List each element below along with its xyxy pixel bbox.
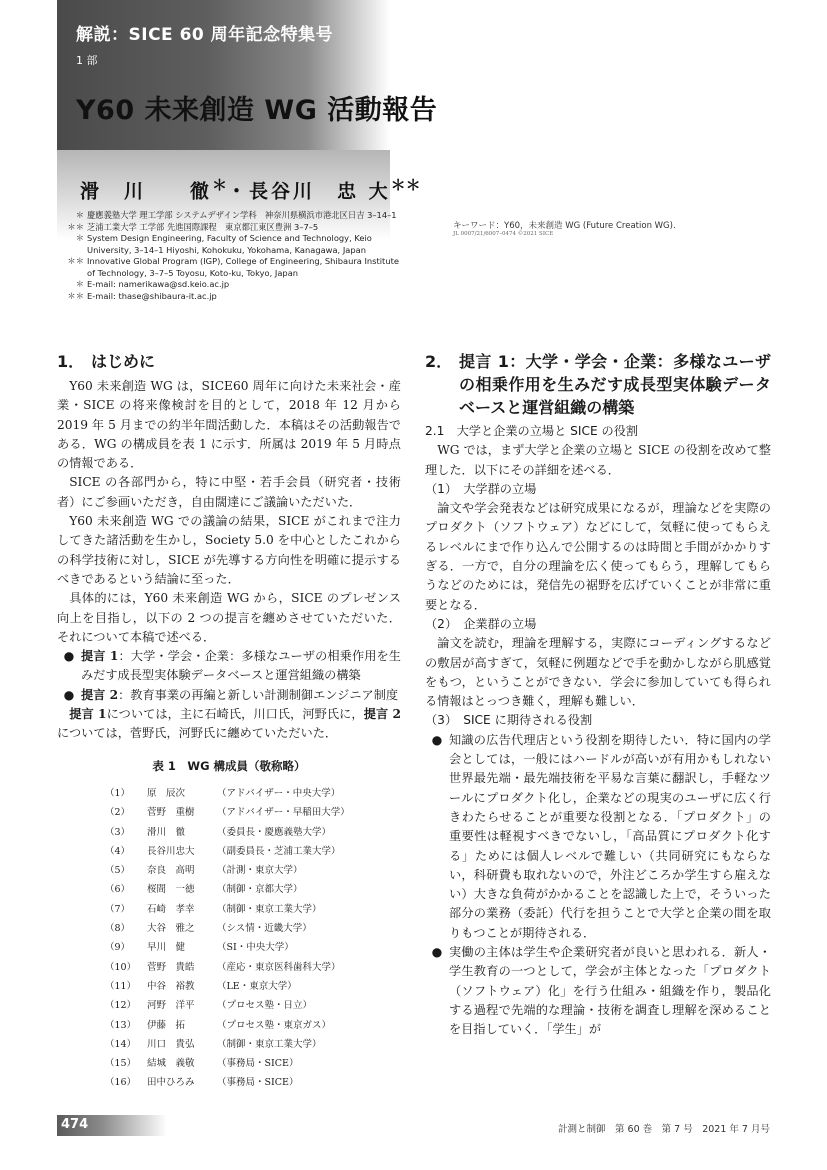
section-number: 1． — [57, 352, 85, 371]
bullet-icon: ● — [431, 945, 443, 960]
affiliation-text: 芝浦工業大学 工学部 先進国際課程 東京都江東区豊洲 3–7–5 — [87, 221, 319, 232]
member-name: 川口 貴弘 — [147, 1038, 195, 1050]
affiliation-mark: ＊ — [75, 279, 84, 289]
member-number: （3） — [105, 826, 131, 838]
list-item-text: 知識の広告代理店という役割を期待したい．特に国内の学会としては，一般にはハードルが高いが有用かもしれない世界最先端・最先端技術を平易な言葉に翻訳し，手軽なツールにプロダクト化し，企業などの現実のユーザに広く行きわたらせることが重要な役割となる．「プロダクト」の重要性は軽視すべきでないし，「高品質にプロダクト化する」ためには個人レベルで難しい（共同研究にもならない，科研費も取れないので，外注どころか学生すら雇えない）大きな負荷がかかることを認識した上で，そういった部分の業務（委託）代行を担うことで大学と企業の間を取りもつことが期待される． — [449, 732, 771, 940]
table-row — [105, 958, 350, 977]
author-2: 長谷川 忠 大 — [249, 180, 391, 203]
member-number: （8） — [105, 923, 131, 935]
member-role: （産応・東京医科歯科大学） — [217, 961, 341, 973]
members-table — [105, 784, 350, 1093]
section-title: はじめに — [91, 352, 156, 371]
proposal-label: 提言 1 — [81, 649, 119, 664]
series-title: 解説：SICE 60 周年記念特集号 — [76, 25, 334, 45]
keywords: キーワード：Y60，未来創造 WG (Future Creation WG). — [453, 221, 676, 231]
proposal-label: 提言 2 — [81, 687, 119, 702]
table-row — [105, 1073, 350, 1092]
paragraph-text: については，菅野氏，河野氏に纏めていただいた． — [57, 726, 338, 741]
affiliation-text: E-mail: namerikawa@sd.keio.ac.jp — [87, 279, 230, 289]
affiliation-mark: ＊＊ — [67, 256, 84, 266]
member-name: 原 辰次 — [147, 787, 186, 799]
member-name: 伊藤 拓 — [147, 1019, 186, 1031]
paragraph: WG では，まず大学と企業の立場と SICE の役割を改めて整理した．以下にその詳細を述べる． — [425, 443, 771, 477]
member-number: （14） — [105, 1038, 137, 1050]
table-row — [105, 861, 350, 880]
member-role: （制御・東京工業大学） — [217, 1038, 322, 1050]
article-title: Y60 未来創造 WG 活動報告 — [76, 95, 438, 126]
member-role: （事務局・SICE） — [217, 1077, 299, 1089]
member-name: 滑川 徹 — [147, 826, 186, 838]
affiliation-text: System Design Engineering, Faculty of Science and Technology, Keio University, 3–14–1 Hiyoshi, Kohokuku, Yokohama, Kanagawa, Japan — [87, 233, 372, 255]
affiliation-text: E-mail: thase@shibaura-it.ac.jp — [87, 290, 217, 301]
member-role: （事務局・SICE） — [217, 1058, 299, 1070]
proposal-text: ：教育事業の再編と新しい計測制御エンジニア制度 — [118, 687, 399, 702]
member-role: （アドバイザー・中央大学） — [217, 787, 341, 799]
table-row — [105, 784, 350, 803]
member-name: 長谷川忠大 — [147, 845, 195, 857]
affiliation-text: Innovative Global Program (IGP), College of Engineering, Shibaura Institute of Technology, 3–7–5 Toyosu, Koto-ku, Tokyo, Japan — [87, 256, 399, 278]
table-row — [105, 823, 350, 842]
affiliation-text: 慶應義塾大学 理工学部 システムデザイン学科 神奈川県横浜市港北区日吉 3–14–1 — [87, 210, 397, 220]
member-number: （1） — [105, 787, 131, 799]
subsubsection-heading: （2） 企業群の立場 — [425, 616, 537, 631]
member-name: 結城 義敬 — [147, 1058, 195, 1070]
member-role: （シス情・近畿大学） — [217, 923, 312, 935]
authors-line — [80, 174, 421, 203]
journal-footer: 計測と制御 第 60 巻 第 7 号 2021 年 7 月号 — [558, 1124, 770, 1135]
paragraph: 論文や学会発表などは研究成果になるが，理論などを実際のプロダクト（ソフトウェア）などにして，気軽に使ってもらえるレベルにまで作り込んで公開するのは時間と手間がかかりすぎる．一方で，自分の理論を広く使ってもらう，理解してもらうなどのためには，発信先の裾野を広げていくことが非常に重要となる． — [425, 501, 771, 612]
table-row — [105, 977, 350, 996]
member-number: （11） — [105, 980, 137, 992]
member-number: （12） — [105, 1000, 137, 1012]
affiliation-mark: ＊ — [75, 210, 84, 220]
member-role: （副委員長・芝浦工業大学） — [217, 845, 341, 857]
left-column — [57, 350, 401, 1093]
member-number: （4） — [105, 845, 131, 857]
member-number: （13） — [105, 1019, 137, 1031]
affiliation-row — [64, 210, 404, 222]
member-name: 菅野 重樹 — [147, 807, 195, 819]
member-role: （プロセス塾・東京ガス） — [217, 1019, 332, 1031]
table-row — [105, 996, 350, 1015]
list-item — [425, 943, 771, 1039]
table-row — [105, 1016, 350, 1035]
member-name: 桜間 一徳 — [147, 884, 195, 896]
list-item — [57, 686, 401, 705]
paragraph: SICE の各部門から，特に中堅・若手会員（研究者・技術者）にご参画いただき，自由闊達にご議論いただいた． — [57, 475, 401, 509]
table-caption: 表 1 WG 構成員（敬称略） — [152, 758, 306, 773]
right-column — [425, 350, 771, 1040]
member-name: 中谷 裕教 — [147, 980, 195, 992]
author-1-mark: ＊ — [212, 176, 228, 194]
affiliations — [64, 210, 404, 302]
list-item — [425, 731, 771, 943]
member-role: （委員長・慶應義塾大学） — [217, 826, 332, 838]
subsubsection-heading: （1） 大学群の立場 — [425, 481, 537, 496]
table-row — [105, 900, 350, 919]
table-row — [105, 803, 350, 822]
affiliation-row — [64, 222, 404, 234]
proposal-label: 提言 2 — [363, 707, 401, 722]
affiliation-row — [64, 256, 404, 279]
page-number: 474 — [61, 1117, 89, 1132]
section-2-heading — [425, 350, 771, 419]
member-role: （制御・京都大学） — [217, 884, 303, 896]
proposal-text: ：大学・学会・企業：多様なユーザの相乗作用を生みだす成長型実体験データベースと運営組織の構築 — [81, 649, 401, 683]
journal-code: JL 0007/21/6007–0474 ©2021 SICE — [453, 231, 554, 237]
affiliation-row — [64, 279, 404, 291]
author-separator: ・ — [227, 180, 250, 203]
member-role: （SI・中央大学） — [217, 942, 294, 954]
member-number: （9） — [105, 942, 131, 954]
table-row — [105, 842, 350, 861]
table-row — [105, 1054, 350, 1073]
member-name: 大谷 雅之 — [147, 923, 195, 935]
subsubsection-heading: （3） SICE に期待される役割 — [425, 713, 593, 728]
affiliation-mark: ＊＊ — [67, 221, 84, 232]
affiliation-mark: ＊ — [75, 233, 84, 243]
bullet-icon: ● — [431, 732, 443, 747]
paragraph: Y60 未来創造 WG での議論の結果，SICE がこれまで注力してきた諸活動を生かし，Society 5.0 を中心としたこれからの科学技術に対し，SICE が先導する方向性を明確に提示するべきであるという結論に至った． — [57, 514, 401, 586]
member-number: （6） — [105, 884, 131, 896]
paragraph-text: については，主に石崎氏，川口氏，河野氏に， — [106, 707, 364, 722]
member-name: 田中ひろみ — [147, 1077, 195, 1089]
paragraph: 具体的には，Y60 未来創造 WG から，SICE のプレゼンス向上を目指し，以下の 2 つの提言を纏めさせていただいた．それについて本稿で述べる． — [57, 591, 401, 644]
proposal-list — [57, 647, 401, 705]
proposal-label: 提言 1 — [69, 707, 107, 722]
member-name: 石崎 孝幸 — [147, 903, 195, 915]
affiliation-row — [64, 291, 404, 303]
paragraph — [57, 705, 401, 744]
member-role: （アドバイザー・早稲田大学） — [217, 807, 350, 819]
section-1-heading — [57, 350, 401, 373]
member-role: （プロセス塾・日立） — [217, 1000, 313, 1012]
member-name: 菅野 貴皓 — [147, 961, 195, 973]
section-number: 2． — [425, 352, 453, 371]
author-2-mark: ＊＊ — [390, 176, 421, 194]
table-row — [105, 919, 350, 938]
table-row — [105, 1035, 350, 1054]
part-label: 1 部 — [76, 54, 98, 67]
member-number: （5） — [105, 865, 131, 877]
member-role: （計測・東京大学） — [217, 865, 303, 877]
list-item — [57, 647, 401, 686]
bullet-icon: ● — [63, 649, 75, 664]
bullet-icon: ● — [63, 687, 75, 702]
member-name: 早川 健 — [147, 942, 186, 954]
role-list — [425, 731, 771, 1040]
member-number: （2） — [105, 807, 131, 819]
member-role: （制御・東京工業大学） — [217, 903, 322, 915]
member-role: （LE・東京大学） — [217, 980, 297, 992]
member-name: 奈良 高明 — [147, 865, 195, 877]
affiliation-mark: ＊＊ — [67, 290, 84, 301]
member-number: （15） — [105, 1058, 137, 1070]
table-row — [105, 938, 350, 957]
affiliation-row — [64, 233, 404, 256]
table-row — [105, 880, 350, 899]
paragraph: Y60 未来創造 WG は，SICE60 周年に向けた未来社会・産業・SICE の将来像検討を目的として，2018 年 12 月から 2019 年 5 月までの約半年間活動した．本稿はその活動報告である．WG の構成員を表 1 に示す．所属は 2019 年 5 月時点の情報である． — [57, 379, 401, 471]
section-title: 提言 1：大学・学会・企業：多様なユーザの相乗作用を生みだす成長型実体験データベースと運営組織の構築 — [459, 352, 771, 417]
subsection-heading: 2.1 大学と企業の立場と SICE の役割 — [425, 424, 639, 438]
paragraph: 論文を読む，理論を理解する，実際にコーディングするなどの敷居が高すぎて，気軽に例題などで手を動かしながら肌感覚をもつ，ということができない．学会に参加していても得られる情報はとっつき難く，理解も難しい． — [425, 636, 771, 709]
author-1: 滑 川 徹 — [80, 180, 213, 203]
member-name: 河野 洋平 — [147, 1000, 195, 1012]
list-item-text: 実働の主体は学生や企業研究者が良いと思われる．新人・学生教育の一つとして，学会が主体となった「プロダクト（ソフトウェア）化」を行う仕組み・組織を作り，製品化する過程で先端的な理論・技術を調査し理解を深めることを目指していく．「学生」が — [449, 945, 771, 1037]
member-number: （16） — [105, 1077, 137, 1089]
member-number: （10） — [105, 961, 137, 973]
member-number: （7） — [105, 903, 131, 915]
